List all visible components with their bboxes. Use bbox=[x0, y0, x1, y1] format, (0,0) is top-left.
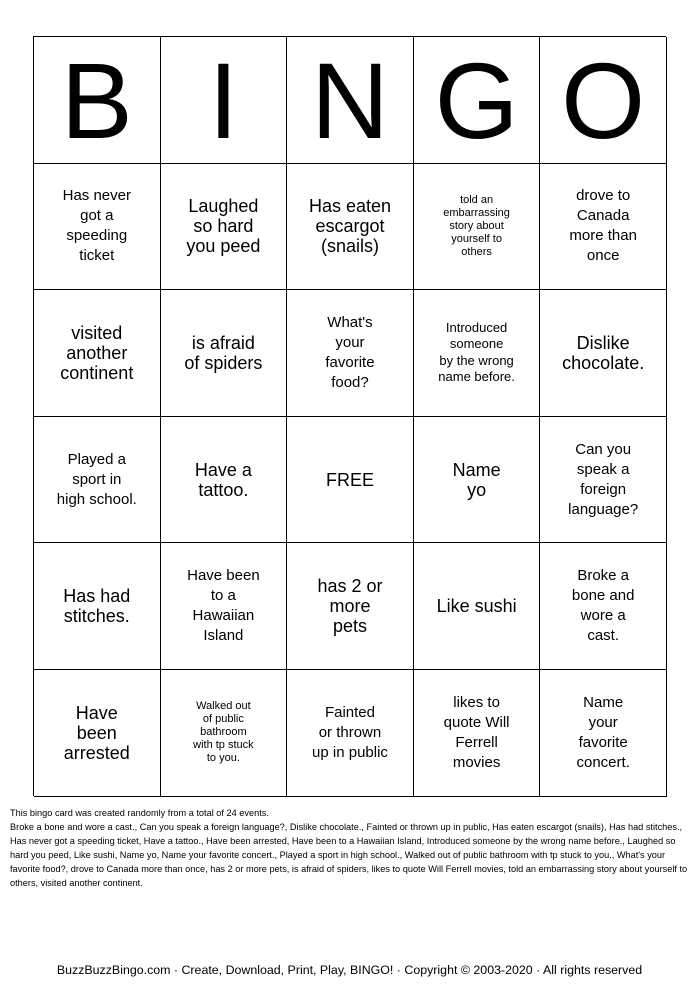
header-letter-text: G bbox=[434, 39, 519, 161]
bingo-cell bbox=[540, 164, 667, 291]
bingo-cell-text: Fainted or thrown up in public bbox=[312, 703, 388, 761]
bingo-cell bbox=[161, 670, 288, 797]
bingo-cell-text: visited another continent bbox=[60, 322, 134, 383]
header-letter-text: B bbox=[60, 39, 133, 161]
bingo-cell-text: Walked out of public bathroom with tp stuck to you. bbox=[193, 700, 254, 765]
bingo-cell-text: Has never got a speeding ticket bbox=[62, 187, 131, 265]
bingo-cell bbox=[414, 417, 541, 544]
bingo-cell bbox=[34, 290, 161, 417]
bingo-card bbox=[33, 36, 666, 796]
bingo-cell-text: Name yo bbox=[452, 459, 501, 500]
bingo-cell-text: Broke a bone and wore a cast. bbox=[571, 567, 635, 645]
bingo-cell bbox=[540, 417, 667, 544]
bingo-cell-text: Has had stitches. bbox=[63, 586, 131, 627]
bingo-cell bbox=[161, 543, 288, 670]
bingo-cell-text: likes to quote Will Ferrell movies bbox=[443, 693, 510, 771]
bingo-cell-text: Laughed so hard you peed bbox=[186, 196, 261, 257]
free-space-cell bbox=[287, 417, 414, 544]
bingo-cell bbox=[161, 290, 288, 417]
header-letter-b bbox=[34, 37, 161, 164]
header-letter-g bbox=[414, 37, 541, 164]
bingo-cell bbox=[34, 670, 161, 797]
events-note: This bingo card was created randomly from a total of 24 events. Broke a bone and wore a cast., Can you speak a foreign language?, Dislike chocolate., Fainted or thrown up in public, Has eaten escargot (snails), Has had stitches., Has never got a speeding ticket, Have a tattoo., Have been arrested, Have been to a Hawaiian Island, Introduced someone by the wrong name before., Laughed so hard you peed, Like sushi, Name yo, Name your favorite concert., Played a sport in high school., Walked out of public bathroom with tp stuck to you., What's your favorite food?, drove to Canada more than once, has 2 or more pets, is afraid of spiders, likes to quote Will Ferrell movies, told an embarrassing story about yourself to others, visited another continent. bbox=[10, 808, 688, 888]
bingo-cell bbox=[287, 543, 414, 670]
header-letter-text: I bbox=[208, 39, 239, 161]
bingo-cell-text: told an embarrassing story about yourself to others bbox=[443, 193, 510, 258]
bingo-cell bbox=[414, 290, 541, 417]
bingo-cell bbox=[540, 670, 667, 797]
bingo-cell bbox=[34, 164, 161, 291]
bingo-cell bbox=[414, 670, 541, 797]
bingo-cell-text: Like sushi bbox=[436, 596, 517, 617]
bingo-cell-text: Played a sport in high school. bbox=[56, 450, 137, 508]
bingo-cell bbox=[414, 164, 541, 291]
bingo-cell-text: Can you speak a foreign language? bbox=[568, 440, 639, 518]
bingo-cell bbox=[287, 164, 414, 291]
bingo-cell-text: Have been to a Hawaiian Island bbox=[187, 567, 260, 645]
bingo-cell bbox=[161, 164, 288, 291]
bingo-cell-text: Has eaten escargot (snails) bbox=[308, 196, 392, 257]
header-letter-i bbox=[161, 37, 288, 164]
bingo-cell bbox=[287, 290, 414, 417]
bingo-cell bbox=[540, 543, 667, 670]
bingo-cell-text: Have a tattoo. bbox=[194, 459, 252, 500]
bingo-cell bbox=[540, 290, 667, 417]
bingo-cell-text: is afraid of spiders bbox=[184, 332, 263, 373]
bingo-cell-text: Name your favorite concert. bbox=[576, 693, 630, 771]
header-letter-text: O bbox=[561, 39, 646, 161]
bingo-cell bbox=[161, 417, 288, 544]
bingo-cell-text: has 2 or more pets bbox=[317, 576, 383, 637]
header-letter-o bbox=[540, 37, 667, 164]
header-letter-n bbox=[287, 37, 414, 164]
bingo-cell bbox=[287, 670, 414, 797]
bingo-cell bbox=[414, 543, 541, 670]
footer-text: BuzzBuzzBingo.com · Create, Download, Print, Play, BINGO! · Copyright © 2003-2020 · All rights reserved bbox=[56, 963, 643, 977]
bingo-cell-text: Dislike chocolate. bbox=[562, 332, 645, 373]
bingo-cell-text: Introduced someone by the wrong name before. bbox=[438, 319, 515, 385]
bingo-cell-text: What's your favorite food? bbox=[325, 313, 375, 391]
bingo-cell bbox=[34, 417, 161, 544]
bingo-cell bbox=[34, 543, 161, 670]
bingo-cell-text: Have been arrested bbox=[63, 702, 130, 763]
bingo-cell-text: FREE bbox=[325, 469, 374, 490]
header-letter-text: N bbox=[310, 39, 389, 161]
bingo-cell-text: drove to Canada more than once bbox=[569, 187, 637, 265]
